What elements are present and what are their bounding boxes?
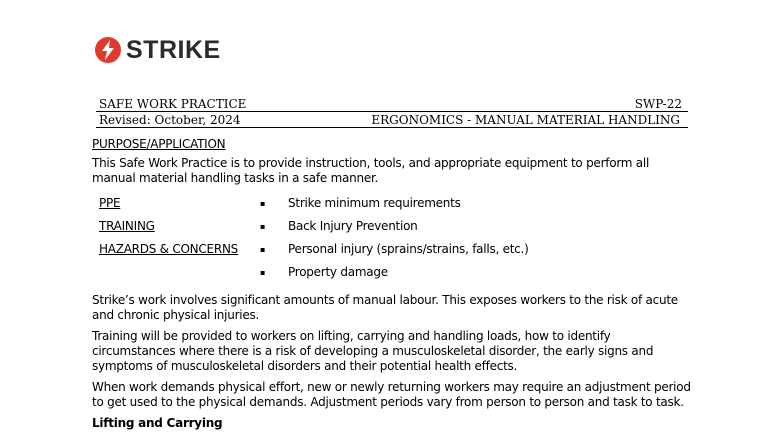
- bullet-icon: ▪: [260, 222, 266, 231]
- table-row: [92, 265, 694, 288]
- requirements-table: [92, 196, 694, 288]
- revised-date: Revised: October, 2024: [99, 113, 241, 127]
- doc-title: ERGONOMICS - MANUAL MATERIAL HANDLING: [371, 113, 680, 127]
- table-row: [92, 242, 694, 265]
- paragraph-labour: Strike’s work involves significant amounts of manual labour. This exposes workers to the risk of acute and chronic physical injuries.: [92, 293, 678, 322]
- header-row-1: [96, 97, 688, 112]
- paragraph-training: Training will be provided to workers on lifting, carrying and handling loads, how to identify circumstances where there is a risk of developing a musculoskeletal disorder, the early signs and symptoms of musculoskeletal disorders and their potential health effects.: [92, 329, 654, 373]
- bullet-icon: ▪: [260, 268, 266, 277]
- table-row: [92, 196, 694, 219]
- bullet-icon: ▪: [260, 199, 266, 208]
- doc-type: SAFE WORK PRACTICE: [99, 97, 247, 111]
- row-value: Property damage: [288, 265, 388, 279]
- logo-text: STRIKE: [126, 35, 221, 64]
- header-row-2: [96, 113, 688, 128]
- purpose-heading: PURPOSE/APPLICATION: [92, 137, 226, 151]
- paragraph-adjustment: When work demands physical effort, new or newly returning workers may require an adjustment period to get used to the physical demands. Adjustment periods vary from person to person and task to task.: [92, 380, 691, 409]
- table-row: [92, 219, 694, 242]
- strike-logo: [94, 36, 221, 64]
- row-label: PPE: [99, 196, 121, 210]
- row-label: TRAINING: [99, 219, 155, 233]
- lifting-heading: Lifting and Carrying: [92, 416, 223, 430]
- document-body: [92, 137, 694, 431]
- purpose-text: This Safe Work Practice is to provide instruction, tools, and appropriate equipment to perform all manual material handling tasks in a safe manner.: [92, 156, 650, 185]
- row-value: Personal injury (sprains/strains, falls, etc.): [288, 242, 529, 256]
- doc-number: SWP-22: [634, 97, 682, 111]
- strike-logo-icon: [94, 36, 122, 64]
- row-value: Back Injury Prevention: [288, 219, 418, 233]
- bullet-icon: ▪: [260, 245, 266, 254]
- row-label: HAZARDS & CONCERNS: [99, 242, 239, 256]
- row-value: Strike minimum requirements: [288, 196, 461, 210]
